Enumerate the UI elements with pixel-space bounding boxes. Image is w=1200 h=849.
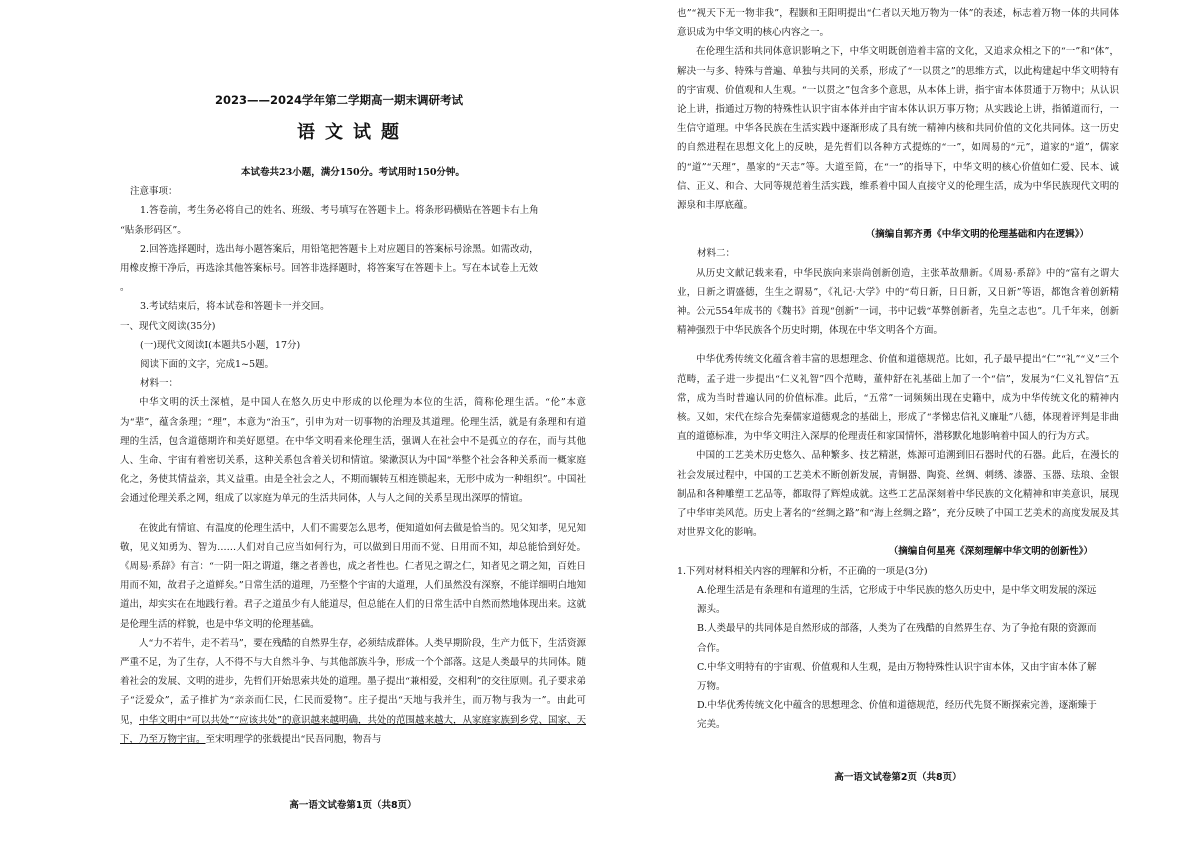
page-footer-1: 高一语文试卷第1页（共8页） xyxy=(289,800,417,811)
left-body xyxy=(120,163,586,749)
section-heading: 一、现代文阅读(35分) xyxy=(120,320,216,332)
passage-paragraph-5: 从历史文献记载来看，中华民族向来崇尚创新创造，主张革故鼎新。《周易·系辞》中的“富有之谓大业，日新之谓盛德，生生之谓易”，《礼记·大学》中的“苟日新，日日新，又日新”等语，都饱含着创新精神。公元554年成书的《魏书》首现“创新”一词，书中记载“革弊创新者，先皇之志也”。几千年来，创新精神强烈于中华民族各个历史时期，体现在中华文明各个方面。 xyxy=(677,267,1119,337)
exam-info: 本试卷共23小题，满分150分。考试用时150分钟。 xyxy=(241,167,465,178)
paragraph-3-text: 人“力不若牛，走不若马”，要在残酷的自然界生存，必须结成群体。人类早期阶段，生产力低下，生活资源严重不足，为了生存，人不得不与大自然斗争、与其他部族斗争，形成一个个部落。这是人类最早的共同体。随着社会的发展、文明的进步，先哲们开始思索共处的道理。墨子提出“兼相爱，交相利”的交往原则。孔子要求弟子“泛爱众”，孟子推扩为“亲亲而仁民，仁民而爱物”。庄子提出“天地与我并生，而万物与我为一”。由此可见， xyxy=(120,637,586,726)
option-b: B.人类最早的共同体是自然形成的部落，人类为了在残酷的自然界生存、为了争抢有限的资源而 xyxy=(697,623,1097,635)
source-citation-1: （摘编自郭齐勇《中华文明的伦理基础和内在逻辑》） xyxy=(865,229,1089,241)
passage-paragraph-4: 在伦理生活和共同体意识影响之下，中华文明既创造着丰富的文化，又追求众相之下的“一”和“体”，解决一与多、特殊与普遍、单独与共同的关系，形成了“一以贯之”的思维方式，以此构建起中华文明特有的宇宙观、价值观和人生观。“一以贯之”包含多个意思，从本体上讲，指宇宙本体贯通于万物中；从认识论上讲，指通过万物的特殊性认识宇宙本体并由宇宙本体认识万事万物；从实践论上讲，指循道而行，一生信守道理。中华各民族在生活实践中逐渐形成了具有统一精神内核和共同价值的文化共同体。这一历史的自然进程在思想文化上的反映，是先哲们以各种方式提炼的“一”，如周易的“元”，道家的“道”，儒家的“道”“天理”，墨家的“天志”等。大道至简，在“一”的指导下，中华文明的核心价值如仁爱、民本、诚信、正义、和合、大同等规范着生活实践，维系着中国人直接守义的伦理生活，成为中华民族现代文明的源泉和丰厚底蕴。 xyxy=(677,46,1119,212)
subsection-heading: (一)现代文阅读Ⅰ(本题共5小题，17分) xyxy=(140,339,301,351)
question-1: 1.下列对材料相关内容的理解和分析，不正确的一项是(3分) xyxy=(677,565,928,577)
notice-heading: 注意事项： xyxy=(130,186,178,198)
right-body xyxy=(677,4,1119,735)
option-d: D.中华优秀传统文化中蕴含的思想理念、价值和道德规范，经历代先贤不断探索完善，逐渐臻于 xyxy=(697,700,1097,712)
passage-continuation: 也”“视天下无一物非我”，程颢和王阳明提出“仁者以天地万物为一体”的表述，标志着万物一体的共同体意识成为中华文明的核心内容之一。 xyxy=(677,8,1119,39)
reading-instruction: 阅读下面的文字，完成1~5题。 xyxy=(140,359,275,371)
material-1-label: 材料一： xyxy=(140,378,179,390)
notice-2a: 2.回答选择题时，选出每小题答案后，用铅笔把答题卡上对应题目的答案标号涂黑。如需改动， xyxy=(140,243,539,255)
passage-paragraph-3 xyxy=(120,634,586,749)
left-page xyxy=(120,0,586,849)
notice-2c: 。 xyxy=(120,282,130,294)
option-c-cont: 万物。 xyxy=(697,680,726,692)
notice-1a: 1.答卷前，考生务必将自己的姓名、班级、考号填写在答题卡上。将条形码横贴在答题卡右上角 xyxy=(140,205,539,217)
option-a-cont: 源头。 xyxy=(697,604,726,616)
paragraph-3-tail: 至宋明理学的张载提出“民吾同胞，物吾与 xyxy=(205,733,382,745)
option-c: C.中华文明特有的宇宙观、价值观和人生观，是由万物特殊性认识宇宙本体，又由宇宙本体了解 xyxy=(697,661,1097,673)
right-page xyxy=(677,0,1119,849)
underlined-sentence: 中华文明中“可以共处”“应该共处”的意识越来越明确，共处的范围越来越大，从家庭家族到乡党、国家、天下，乃至万物宇宙。 xyxy=(120,714,586,745)
source-citation-2: （摘编自何星亮《深刻理解中华文明的创新性》） xyxy=(888,546,1093,558)
subject-title: 语文试题 xyxy=(297,122,409,143)
passage-paragraph-7: 中国的工艺美术历史悠久、品种繁多、技艺精湛，炼源可追溯到旧石器时代的石器。此后，在漫长的社会发展过程中，中国的工艺美术不断创新发展，青铜器、陶瓷、丝绸、刺绣、漆器、玉器、珐琅、金银制品和各种雕塑工艺品等，都取得了辉煌成就。这些工艺品深刻着中华民族的文化精神和审美意识，展现了中华审美风范。历史上著名的“丝绸之路”和“海上丝绸之路”，充分反映了中国工艺美术的高度发展及其对世界文化的影响。 xyxy=(677,450,1119,539)
notice-3: 3.考试结束后，将本试卷和答题卡一并交回。 xyxy=(140,301,330,313)
passage-paragraph-2: 在彼此有情谊、有温度的伦理生活中，人们不需要怎么思考，便知道如何去做是恰当的。见父知孝，见兄知敬，见义知勇为、智为……人们对自己应当如何行为，可以做到日用而不觉、日用而不知，却总能恰到好处。《周易·系辞》有言：“一阴一阳之谓道，继之者善也，成之者性也。仁者见之谓之仁，知者见之谓之知，百姓日用而不知，故君子之道鲜矣。”日常生活的道理，乃至整个宇宙的大道理，人们虽然没有深察，不能详细明白地知道出，却实实在在地践行着。君子之道虽少有人能道尽，但总能在人们的日常生活中自然而然地体现出来。这就是伦理生活的样貌，也是中华文明的伦理基础。 xyxy=(120,522,586,630)
option-b-cont: 合作。 xyxy=(697,642,726,654)
passage-paragraph-1: 中华文明的沃土深植，是中国人在悠久历史中形成的以伦理为本位的生活，简称伦理生活。“伦”本意为“辈”，蕴含条理；“理”，本意为“治玉”，引申为对一切事物的治理及其道理。伦理生活，就是有条理和有道理的生活，包含道德期许和美好愿望。在中华文明看来伦理生活，强调人在社会中不是孤立的存在，而与其他人、生命、宇宙有着密切关系，这种关系包含着关切和情谊。梁漱溟认为中国“举整个社会各种关系而一概家庭化之，务使其情益亲，其义益重。由是全社会之人，不期而辗转互相连锁起来，无形中成为一种组织”。中国社会通过伦理关系之网，组成了以家庭为单元的生活共同体，人与人之间的关系呈现出深厚的情谊。 xyxy=(120,397,586,505)
notice-2b: 用橡皮擦干净后，再选涂其他答案标号。回答非选择题时，将答案写在答题卡上。写在本试卷上无效 xyxy=(120,263,539,275)
option-a: A.伦理生活是有条理和有道理的生活，它形成于中华民族的悠久历史中，是中华文明发展的深远 xyxy=(697,584,1097,596)
notice-1b: “贴条形码区”。 xyxy=(120,224,187,236)
option-d-cont: 完美。 xyxy=(697,719,726,731)
page-footer-2: 高一语文试卷第2页（共8页） xyxy=(834,772,962,783)
exam-title: 2023——2024学年第二学期高一期末调研考试 xyxy=(214,93,463,107)
material-2-label: 材料二： xyxy=(697,248,736,260)
passage-paragraph-6: 中华优秀传统文化蕴含着丰富的思想理念、价值和道德规范。比如，孔子最早提出“仁”“礼”“义”三个范畴，孟子进一步提出“仁义礼智”四个范畴，董仲舒在礼基础上加了一个“信”，发展为“仁义礼智信”五常，成为当时普遍认同的价值标准。此后，“五常”一词频频出现在史籍中，成为中华传统文化的精神内核。又如，宋代在综合先秦儒家道德观念的基础上，形成了“孝悌忠信礼义廉耻”八德，体现着评判是非曲直的道德标准，为中华文明注入深厚的伦理责任和家国情怀，潜移默化地影响着中国人的行为方式。 xyxy=(677,354,1119,443)
